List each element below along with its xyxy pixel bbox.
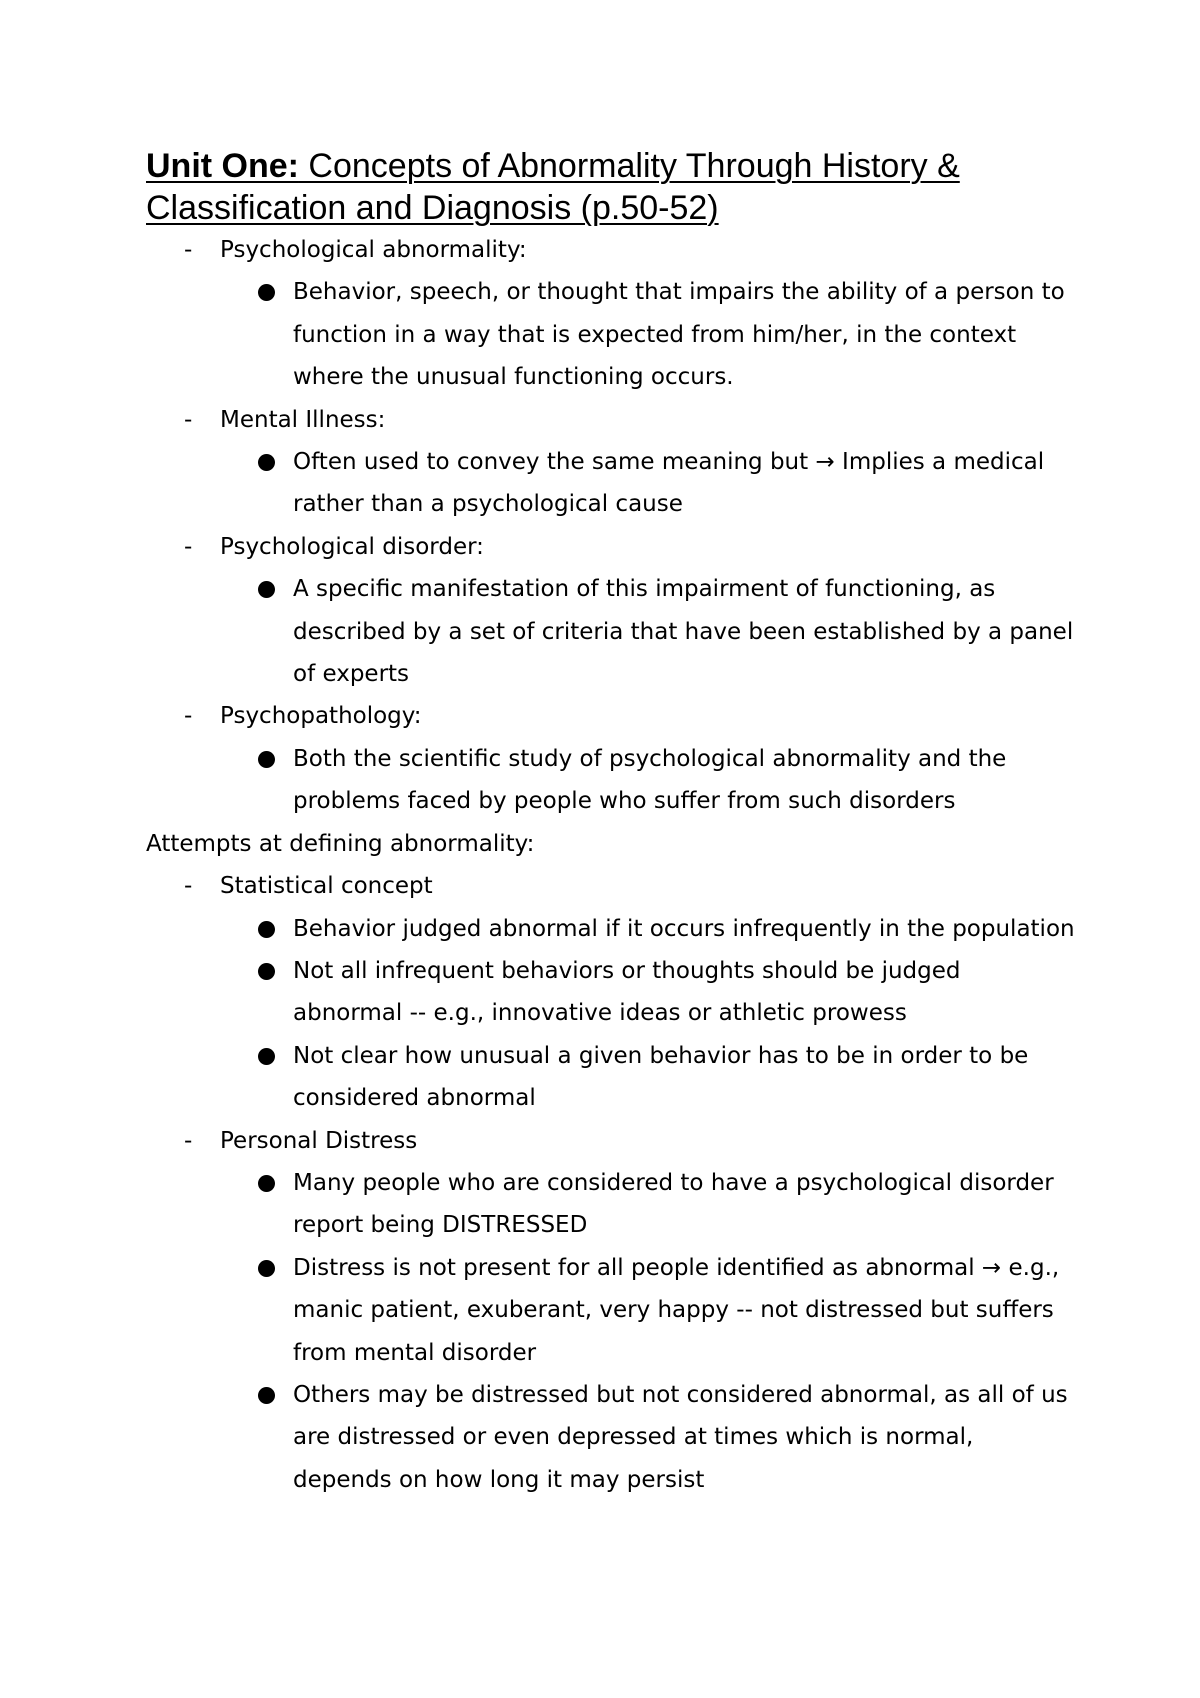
- bullet-icon: [258, 284, 275, 301]
- section-heading: Attempts at defining abnormality:: [146, 830, 535, 857]
- bullet-icon: [258, 963, 275, 980]
- bullet-icon: [258, 581, 275, 598]
- bullet-text: Many people who are considered to have a psychological disorder report being DISTRESSED: [293, 1169, 1054, 1239]
- bullet-text: Behavior, speech, or thought that impairs the ability of a person to function in a way that is expected from him/her, in the context where the unusual functioning occurs.: [293, 279, 1065, 391]
- bullet-icon: [258, 1387, 275, 1404]
- bullet-item: [146, 908, 1076, 950]
- title-unit-label: Unit One:: [146, 147, 299, 185]
- definition-heading: [146, 399, 1076, 441]
- concept-term: Statistical concept: [220, 873, 433, 900]
- bullet-icon: [258, 751, 275, 768]
- definition-term: Psychological abnormality:: [220, 237, 527, 263]
- title-text: Concepts of Abnormality Through History & Classification and Diagnosis (p.50-52): [146, 147, 960, 227]
- dash-marker: -: [184, 873, 193, 900]
- concept-heading: [146, 1120, 1076, 1162]
- page-title: [146, 145, 1076, 229]
- bullet-item: [146, 441, 1076, 526]
- bullet-text: Behavior judged abnormal if it occurs infrequently in the population: [293, 915, 1075, 942]
- bullet-item: [146, 1035, 1076, 1120]
- definition-heading: [146, 526, 1076, 568]
- definition-heading: [146, 695, 1076, 737]
- bullet-item: [146, 1162, 1076, 1247]
- bullet-text: Often used to convey the same meaning but → Implies a medical rather than a psychological cause: [293, 449, 1045, 518]
- bullet-icon: [258, 1175, 275, 1192]
- document-body: [146, 229, 1076, 1501]
- bullet-item: [146, 271, 1076, 398]
- bullet-item: [146, 1247, 1076, 1374]
- bullet-item: [146, 568, 1076, 695]
- bullet-item: [146, 950, 1076, 1035]
- bullet-icon: [258, 1048, 275, 1065]
- bullet-icon: [258, 1260, 275, 1277]
- bullet-text: Not clear how unusual a given behavior has to be in order to be considered abnormal: [293, 1042, 1029, 1112]
- dash-marker: -: [184, 533, 193, 560]
- bullet-icon: [258, 454, 275, 471]
- bullet-text: Distress is not present for all people identified as abnormal → e.g., manic patient, exuberant, very happy -- not distressed but suffers from mental disorder: [293, 1254, 1060, 1366]
- bullet-item: [146, 1374, 1076, 1501]
- concept-term: Personal Distress: [220, 1127, 418, 1154]
- bullet-text: Both the scientific study of psychological abnormality and the problems faced by people who suffer from such disorders: [293, 745, 1007, 815]
- definition-term: Psychological disorder:: [220, 533, 484, 560]
- document-page: [146, 145, 1076, 1501]
- bullet-text: A specific manifestation of this impairment of functioning, as described by a set of criteria that have been established by a panel of experts: [293, 576, 1074, 688]
- dash-marker: -: [184, 703, 193, 730]
- dash-marker: -: [184, 406, 193, 433]
- definition-heading: [146, 229, 1076, 271]
- dash-marker: -: [184, 1127, 193, 1154]
- concept-heading: [146, 865, 1076, 907]
- definition-term: Psychopathology:: [220, 703, 422, 730]
- bullet-text: Others may be distressed but not considered abnormal, as all of us are distressed or even depressed at times which is normal, depends on how long it may persist: [293, 1381, 1068, 1493]
- bullet-item: [146, 738, 1076, 823]
- dash-marker: -: [184, 237, 193, 263]
- definition-term: Mental Illness:: [220, 406, 386, 433]
- bullet-icon: [258, 921, 275, 938]
- bullet-text: Not all infrequent behaviors or thoughts should be judged abnormal -- e.g., innovative ideas or athletic prowess: [293, 957, 961, 1027]
